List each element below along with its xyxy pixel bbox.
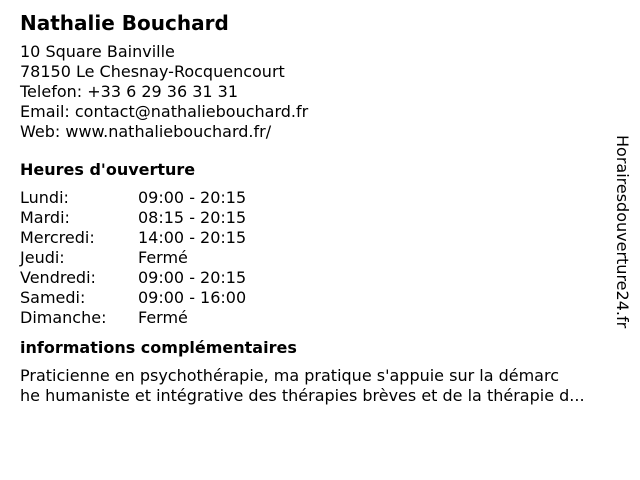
business-name: Nathalie Bouchard	[20, 11, 229, 35]
hours-day: Vendredi:	[20, 268, 96, 287]
hours-title: Heures d'ouverture	[20, 160, 196, 179]
hours-row	[20, 308, 620, 328]
hours-time: 14:00 - 20:15	[138, 228, 247, 247]
hours-time: 08:15 - 20:15	[138, 208, 247, 227]
hours-row	[20, 248, 620, 268]
info-title: informations complémentaires	[20, 338, 297, 357]
address-line-1: 10 Square Bainville	[20, 42, 175, 61]
business-card	[20, 10, 620, 406]
hours-row	[20, 208, 620, 228]
hours-time: Fermé	[138, 308, 188, 327]
hours-row	[20, 288, 620, 308]
address-line-2: 78150 Le Chesnay-Rocquencourt	[20, 62, 285, 81]
hours-day: Mercredi:	[20, 228, 95, 247]
hours-time: 09:00 - 20:15	[138, 268, 247, 287]
hours-table	[20, 188, 620, 328]
phone-line: Telefon: +33 6 29 36 31 31	[20, 82, 239, 101]
hours-day: Jeudi:	[20, 248, 65, 267]
info-description	[20, 366, 632, 406]
hours-time: Fermé	[138, 248, 188, 267]
email-line: Email: contact@nathaliebouchard.fr	[20, 102, 309, 121]
info-line-1: Praticienne en psychothérapie, ma pratique s'appuie sur la démarc	[20, 366, 559, 385]
hours-time: 09:00 - 20:15	[138, 188, 247, 207]
hours-day: Samedi:	[20, 288, 86, 307]
hours-day: Mardi:	[20, 208, 70, 227]
hours-day: Dimanche:	[20, 308, 107, 327]
info-line-2: he humaniste et intégrative des thérapies brèves et de la thérapie d...	[20, 386, 585, 405]
hours-time: 09:00 - 16:00	[138, 288, 247, 307]
hours-row	[20, 268, 620, 288]
hours-day: Lundi:	[20, 188, 69, 207]
hours-row	[20, 188, 620, 208]
site-watermark: Horairesdouverture24.fr	[613, 135, 632, 329]
hours-row	[20, 228, 620, 248]
web-line: Web: www.nathaliebouchard.fr/	[20, 122, 272, 141]
